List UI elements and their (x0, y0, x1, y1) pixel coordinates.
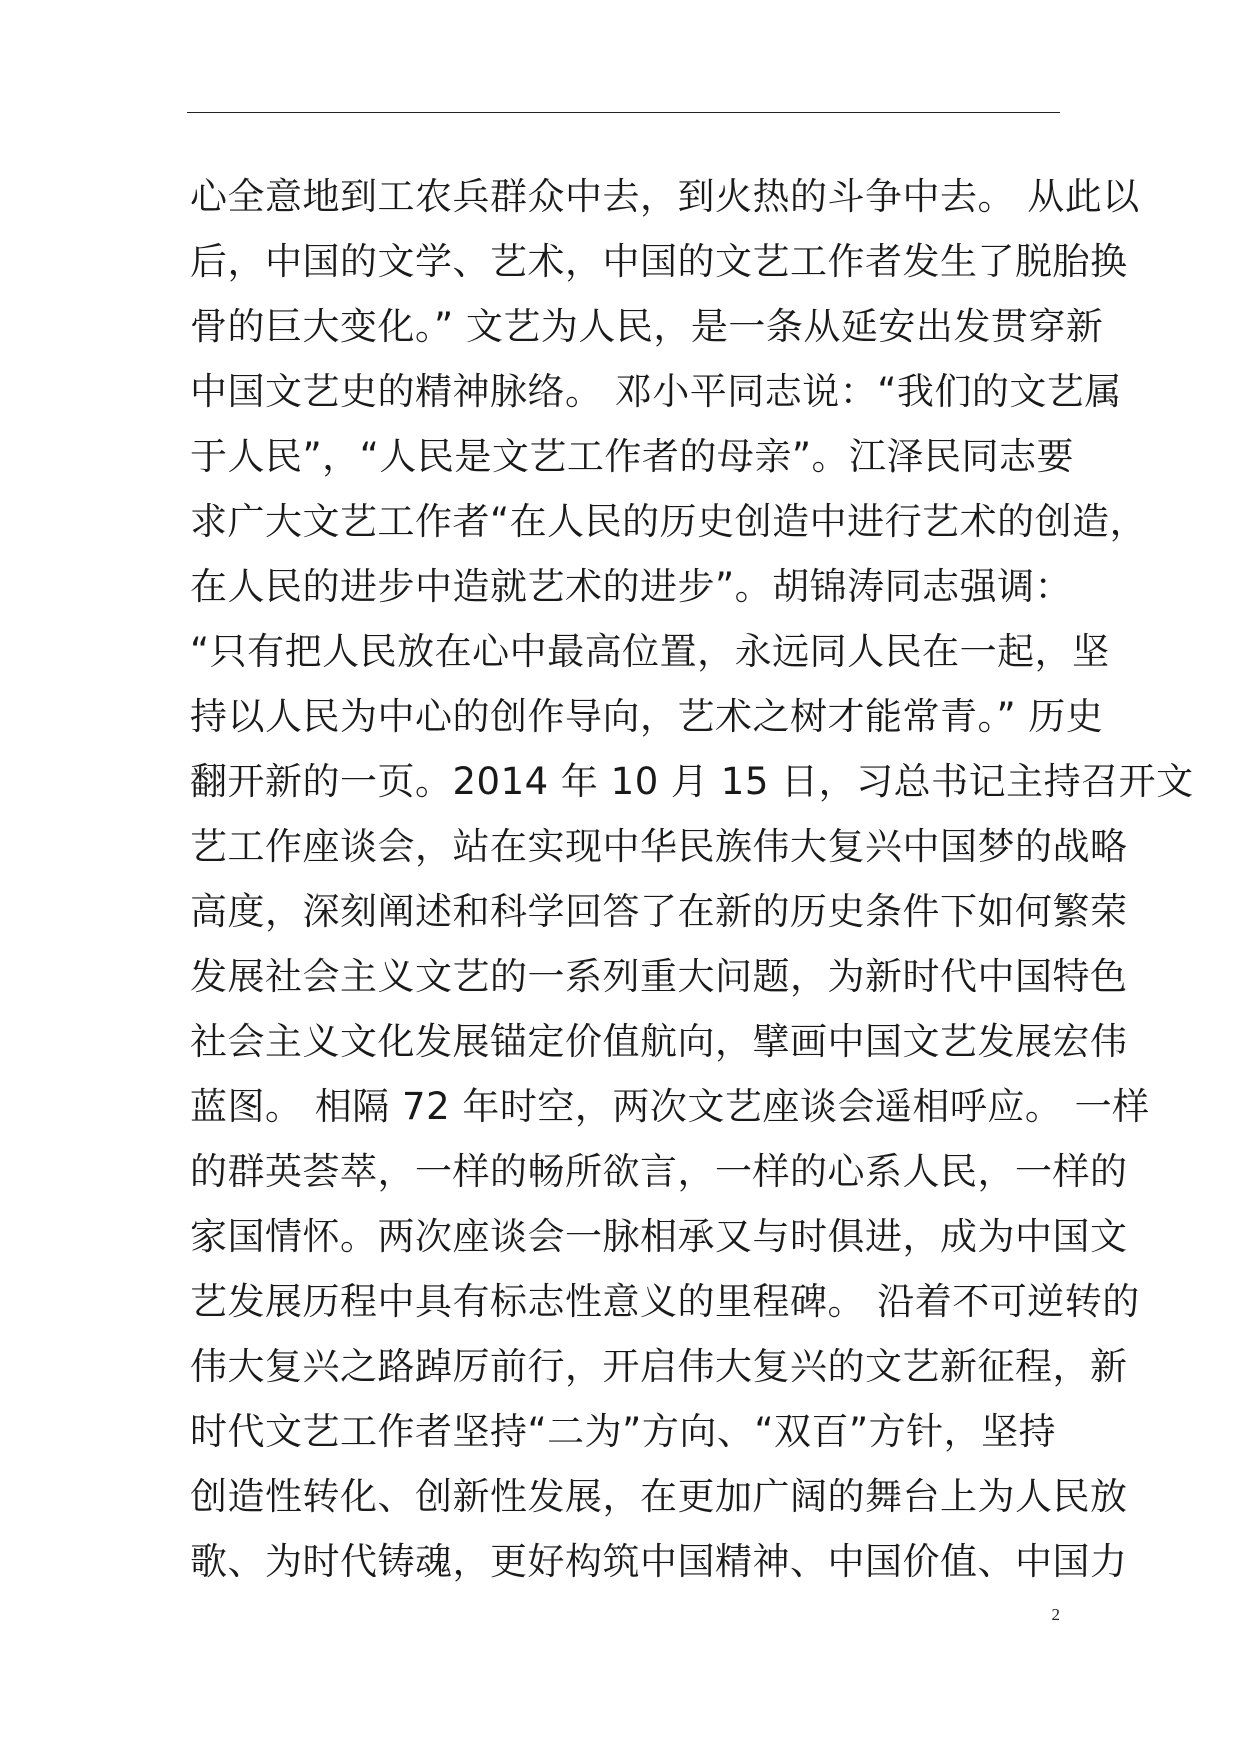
text-line: 艺发展历程中具有标志性意义的里程碑。 沿着不可逆转的 (190, 1280, 1140, 1323)
body-text (190, 164, 1194, 1594)
text-line: 家国情怀。两次座谈会一脉相承又与时俱进，成为中国文 (190, 1215, 1128, 1258)
text-line: 艺工作座谈会，站在实现中华民族伟大复兴中国梦的战略 (190, 825, 1128, 868)
text-line: 在人民的进步中造就艺术的进步”。胡锦涛同志强调： (190, 565, 1073, 608)
text-line: 发展社会主义文艺的一系列重大问题，为新时代中国特色 (190, 955, 1128, 998)
page-number: 2 (1051, 1605, 1060, 1624)
text-line: 高度，深刻阐述和科学回答了在新的历史条件下如何繁荣 (190, 890, 1128, 933)
text-line: 蓝图。 相隔 72 年时空，两次文艺座谈会遥相呼应。 一样 (190, 1085, 1150, 1128)
text-line: 中国文艺史的精神脉络。 邓小平同志说：“我们的文艺属 (190, 370, 1122, 413)
header-rule (187, 112, 1060, 113)
text-line: 的群英荟萃，一样的畅所欲言，一样的心系人民，一样的 (190, 1150, 1128, 1193)
text-line: 持以人民为中心的创作导向，艺术之树才能常青。” 历史 (190, 695, 1104, 738)
text-line: 时代文艺工作者坚持“二为”方向、“双百”方针，坚持 (190, 1410, 1057, 1453)
text-line: 翻开新的一页。2014 年 10 月 15 日，习总书记主持召开文 (190, 760, 1194, 803)
text-line: 求广大文艺工作者“在人民的历史创造中进行艺术的创造， (190, 500, 1148, 543)
text-line: 后，中国的文学、艺术，中国的文艺工作者发生了脱胎换 (190, 240, 1128, 283)
text-line: 骨的巨大变化。” 文艺为人民，是一条从延安出发贯穿新 (190, 305, 1104, 348)
text-line: “只有把人民放在心中最高位置，永远同人民在一起，坚 (190, 630, 1110, 673)
text-line: 心全意地到工农兵群众中去，到火热的斗争中去。 从此以 (190, 175, 1140, 218)
text-line: 歌、为时代铸魂，更好构筑中国精神、中国价值、中国力 (190, 1540, 1128, 1583)
text-line: 创造性转化、创新性发展，在更加广阔的舞台上为人民放 (190, 1475, 1128, 1518)
text-line: 伟大复兴之路踔厉前行，开启伟大复兴的文艺新征程，新 (190, 1345, 1128, 1388)
text-line: 社会主义文化发展锚定价值航向，擘画中国文艺发展宏伟 (190, 1020, 1128, 1063)
text-line: 于人民”，“人民是文艺工作者的母亲”。江泽民同志要 (190, 435, 1075, 478)
